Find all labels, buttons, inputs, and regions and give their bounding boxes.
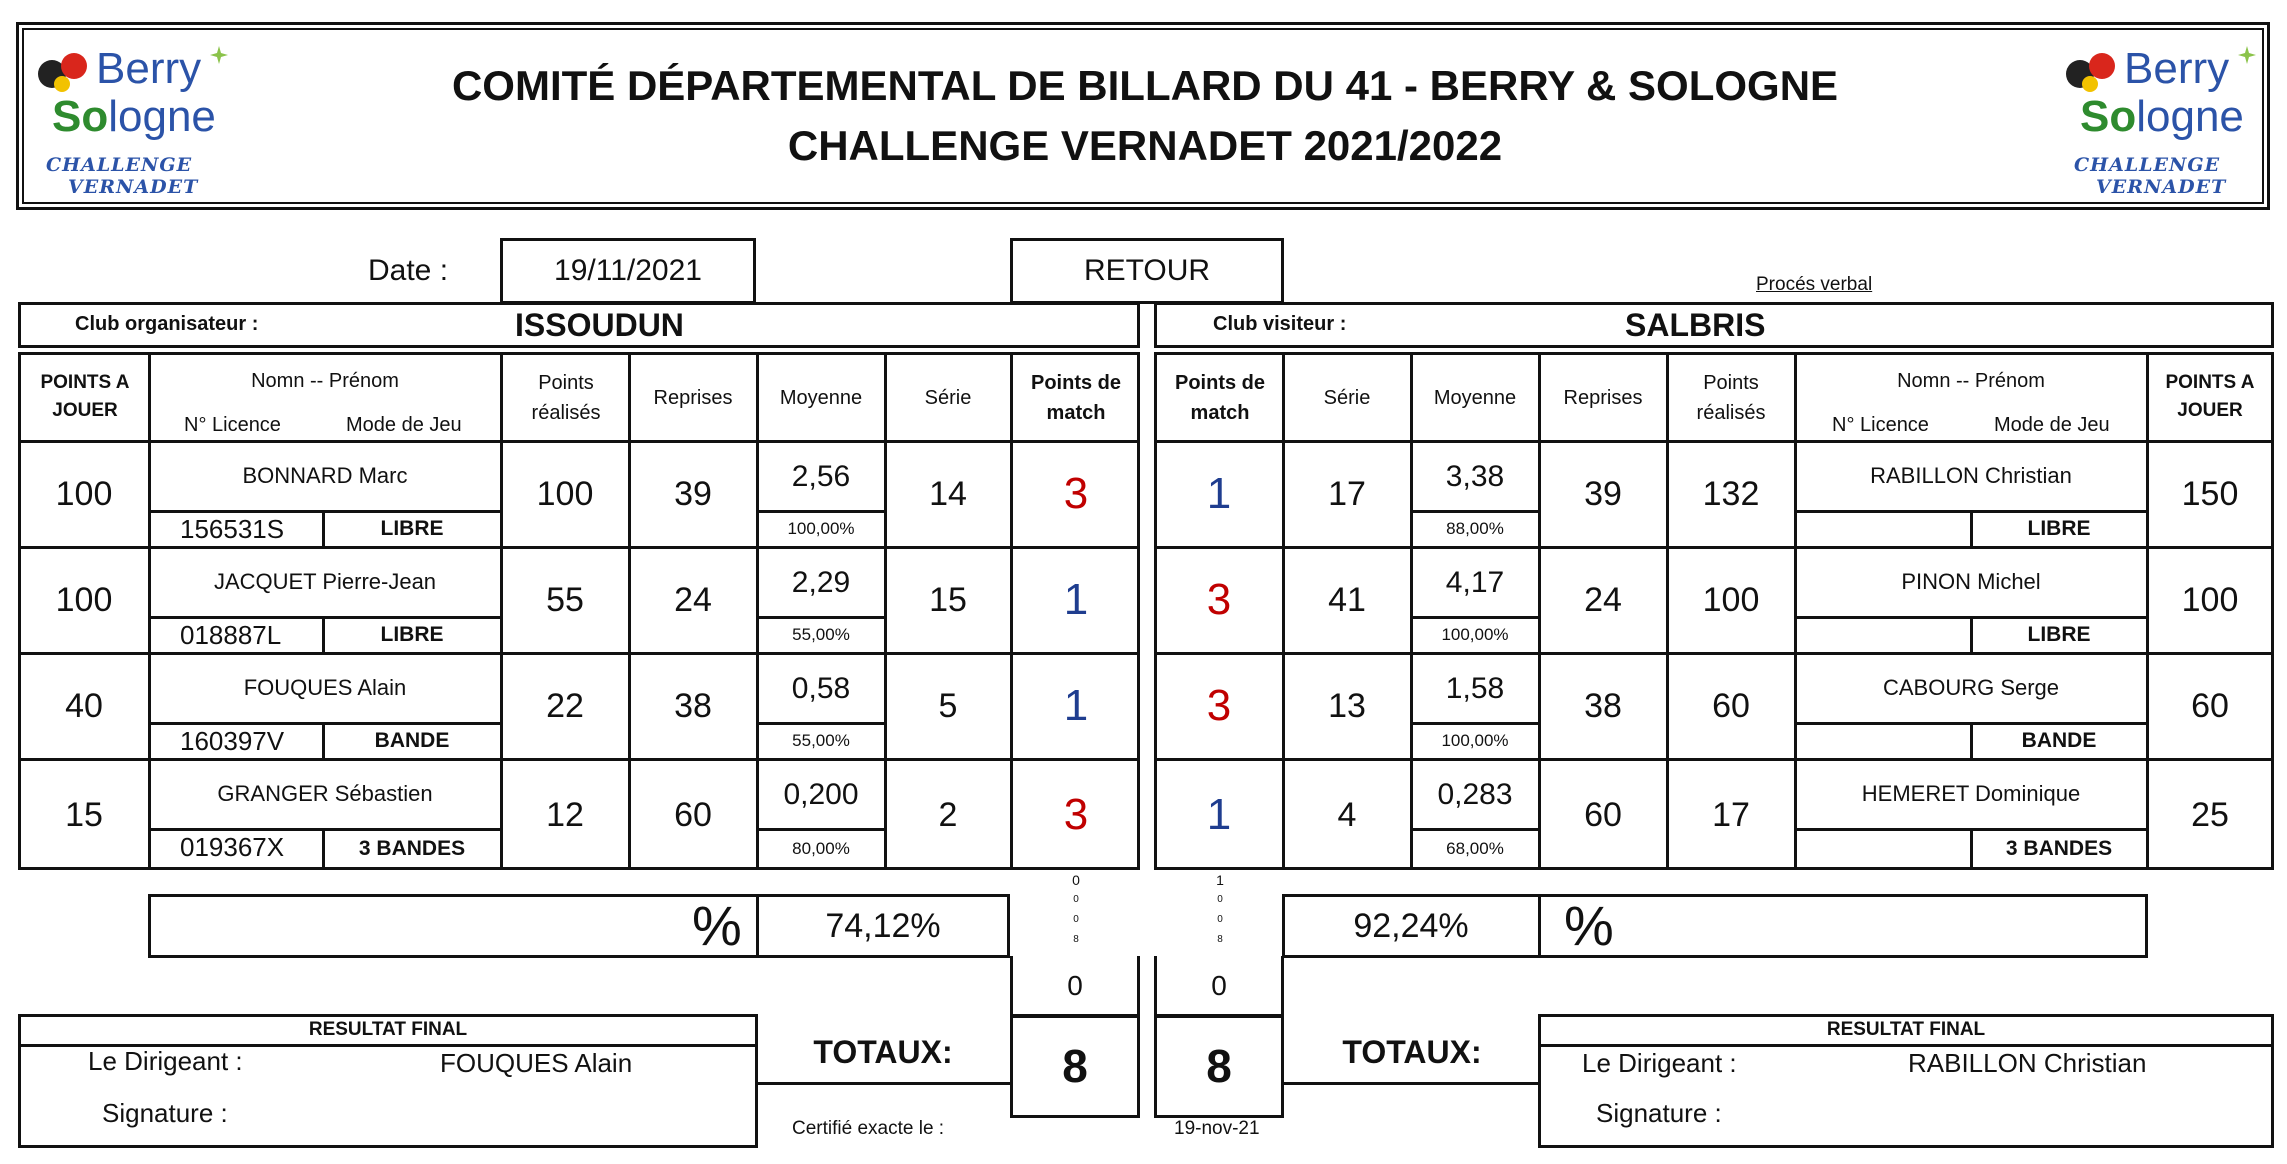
- pts-realises: 55: [546, 580, 584, 619]
- header-serie: Série: [1323, 386, 1371, 409]
- home-percent-symbol: %: [692, 894, 742, 957]
- home-totaux-label: TOTAUX:: [813, 1033, 953, 1070]
- player-licence: [1796, 512, 1970, 546]
- sparkle-icon: [210, 46, 228, 64]
- home-dirigeant-label: Le Dirigeant :: [88, 1046, 243, 1076]
- pts-a-jouer: 60: [2191, 686, 2229, 725]
- header-points-a-jouer: POINTS A JOUER: [2165, 372, 2255, 421]
- header-mode: Mode de Jeu: [346, 414, 462, 436]
- serie: 2: [938, 795, 958, 834]
- home-digits: 0 0 0 8: [1072, 872, 1080, 945]
- pts-a-jouer: 100: [2181, 580, 2239, 619]
- player-licence: [1796, 618, 1970, 652]
- serie: 14: [929, 474, 967, 513]
- header-licence: N° Licence: [1832, 414, 1929, 436]
- home-percent-total: 74,12%: [825, 906, 941, 945]
- points-match: 1: [1063, 681, 1089, 730]
- away-dirigeant-label: Le Dirigeant :: [1582, 1048, 1737, 1078]
- points-match: 3: [1063, 790, 1089, 839]
- points-match: 1: [1206, 469, 1232, 518]
- points-match: 1: [1063, 575, 1089, 624]
- header-nom: Nomn -- Prénom: [1897, 369, 2045, 392]
- logo-vernadet-text: VERNADET: [68, 176, 199, 198]
- pourcentage: 55,00%: [792, 625, 850, 644]
- reprises: 39: [1584, 474, 1622, 513]
- home-club-label: Club organisateur :: [75, 313, 259, 335]
- player-licence: 160397V: [180, 726, 285, 756]
- header-reprises: Reprises: [1563, 386, 1643, 409]
- logo-berry-text: Berry: [2124, 44, 2230, 93]
- pourcentage: 80,00%: [792, 839, 850, 858]
- moyenne: 1,58: [1445, 672, 1505, 705]
- certifie-label: Certifié exacte le :: [792, 1118, 945, 1139]
- pts-a-jouer: 40: [65, 686, 103, 725]
- away-signature-label: Signature :: [1596, 1098, 1722, 1128]
- header-serie: Série: [924, 386, 972, 409]
- moyenne: 0,200: [783, 778, 859, 811]
- title-line-2: CHALLENGE VERNADET 2021/2022: [787, 122, 1503, 169]
- pourcentage: 55,00%: [792, 731, 850, 750]
- reprises: 60: [1584, 795, 1622, 834]
- pts-a-jouer: 25: [2191, 795, 2229, 834]
- pts-realises: 17: [1712, 795, 1750, 834]
- player-name: HEMERET Dominique: [1861, 781, 2081, 806]
- serie: 41: [1328, 580, 1366, 619]
- player-mode: 3 BANDES: [358, 837, 466, 860]
- pts-a-jouer: 100: [55, 580, 113, 619]
- pts-realises: 100: [1702, 580, 1760, 619]
- serie: 15: [929, 580, 967, 619]
- away-club-bar: [1154, 302, 2274, 348]
- player-mode: LIBRE: [380, 623, 444, 646]
- reprises: 60: [674, 795, 712, 834]
- reprises: 24: [1584, 580, 1622, 619]
- serie: 13: [1328, 686, 1366, 725]
- header-licence: N° Licence: [184, 414, 281, 436]
- date-label: Date :: [368, 254, 449, 287]
- header-mode: Mode de Jeu: [1994, 414, 2110, 436]
- pourcentage: 88,00%: [1446, 519, 1504, 538]
- player-name: RABILLON Christian: [1870, 463, 2072, 488]
- date-field[interactable]: 19/11/2021: [500, 238, 756, 304]
- header-nom: Nomn -- Prénom: [251, 369, 399, 392]
- home-club-name: ISSOUDUN: [515, 307, 684, 343]
- player-mode: 3 BANDES: [2005, 837, 2113, 860]
- player-name: BONNARD Marc: [242, 463, 408, 488]
- home-resultat-label: RESULTAT FINAL: [308, 1019, 468, 1040]
- away-dirigeant-name: RABILLON Christian: [1908, 1048, 2147, 1078]
- serie: 5: [938, 686, 958, 725]
- moyenne: 2,29: [791, 566, 851, 599]
- pts-a-jouer: 150: [2181, 474, 2239, 513]
- logo-challenge-text: CHALLENGE: [46, 154, 193, 176]
- header-points-match: Points de match: [1030, 372, 1121, 424]
- player-licence: 156531S: [180, 514, 285, 544]
- pts-realises: 22: [546, 686, 584, 725]
- logo-left: [32, 40, 232, 200]
- pourcentage: 68,00%: [1446, 839, 1504, 858]
- phase-field[interactable]: RETOUR: [1010, 238, 1284, 304]
- certifie-date: 19-nov-21: [1174, 1118, 1260, 1139]
- logo-vernadet-text: VERNADET: [2096, 176, 2227, 198]
- player-name: CABOURG Serge: [1882, 675, 2060, 700]
- player-licence: 019367X: [180, 832, 285, 862]
- serie: 4: [1337, 795, 1357, 834]
- player-name: PINON Michel: [1901, 569, 2041, 594]
- header-moyenne: Moyenne: [779, 386, 863, 409]
- away-total-cell: 8: [1154, 1014, 1284, 1118]
- away-club-label: Club visiteur :: [1213, 313, 1347, 335]
- away-club-name: SALBRIS: [1625, 307, 1766, 343]
- pourcentage: 100,00%: [1441, 625, 1509, 644]
- pts-realises: 100: [536, 474, 594, 513]
- logo-challenge-text: CHALLENGE: [2074, 154, 2221, 176]
- header-points-realises: Points réalisés: [1696, 372, 1766, 424]
- proces-verbal-link[interactable]: Procés verbal: [1756, 274, 1873, 295]
- logo-sologne-text: Sologne: [52, 92, 216, 141]
- reprises: 24: [674, 580, 712, 619]
- moyenne: 3,38: [1445, 460, 1505, 493]
- pourcentage: 100,00%: [787, 519, 855, 538]
- moyenne: 0,283: [1437, 778, 1513, 811]
- player-licence: [1796, 830, 1970, 868]
- home-dirigeant-name: FOUQUES Alain: [440, 1048, 633, 1078]
- reprises: 38: [1584, 686, 1622, 725]
- player-mode: LIBRE: [2027, 623, 2091, 646]
- away-resultat-label: RESULTAT FINAL: [1826, 1019, 1986, 1040]
- player-mode: LIBRE: [380, 517, 444, 540]
- sparkle-icon: [2238, 46, 2256, 64]
- away-percent-total: 92,24%: [1353, 906, 1469, 945]
- moyenne: 0,58: [791, 672, 851, 705]
- title-line-1: COMITÉ DÉPARTEMENTAL DE BILLARD DU 41 - BERRY & SOLOGNE: [451, 62, 1839, 109]
- serie: 17: [1328, 474, 1366, 513]
- billiard-balls-icon: [32, 46, 92, 96]
- header-reprises: Reprises: [653, 386, 733, 409]
- away-digits: 1 0 0 8: [1216, 872, 1224, 945]
- reprises: 38: [674, 686, 712, 725]
- header-points-match: Points de match: [1174, 372, 1265, 424]
- header-frame-inner: [22, 28, 2264, 204]
- away-bonus-cell: 0: [1154, 956, 1284, 1018]
- header-points-realises: Points réalisés: [531, 372, 601, 424]
- pts-a-jouer: 100: [55, 474, 113, 513]
- player-mode: LIBRE: [2027, 517, 2091, 540]
- header-moyenne: Moyenne: [1433, 386, 1517, 409]
- points-match: 1: [1206, 790, 1232, 839]
- player-licence: [1796, 724, 1970, 758]
- home-signature-label: Signature :: [102, 1098, 228, 1128]
- logo-right: [2060, 40, 2260, 200]
- home-total-cell: 8: [1010, 1014, 1140, 1118]
- away-totaux-label: TOTAUX:: [1342, 1033, 1482, 1070]
- pts-realises: 12: [546, 795, 584, 834]
- player-licence: 018887L: [180, 620, 282, 650]
- player-name: JACQUET Pierre-Jean: [213, 569, 437, 594]
- logo-berry-text: Berry: [96, 44, 202, 93]
- points-match: 3: [1206, 681, 1232, 730]
- points-match: 3: [1063, 469, 1089, 518]
- player-name: GRANGER Sébastien: [217, 781, 433, 806]
- pts-realises: 132: [1702, 474, 1760, 513]
- pts-realises: 60: [1712, 686, 1750, 725]
- billiard-balls-icon: [2060, 46, 2120, 96]
- away-percent-symbol: %: [1564, 894, 1614, 957]
- pourcentage: 100,00%: [1441, 731, 1509, 750]
- points-match: 3: [1206, 575, 1232, 624]
- home-club-bar: [18, 302, 1140, 348]
- pts-a-jouer: 15: [65, 795, 103, 834]
- header-points-a-jouer: POINTS A JOUER: [40, 372, 130, 421]
- home-bonus-cell: 0: [1010, 956, 1140, 1018]
- reprises: 39: [674, 474, 712, 513]
- player-name: FOUQUES Alain: [243, 675, 407, 700]
- logo-sologne-text: Sologne: [2080, 92, 2244, 141]
- player-mode: BANDE: [2021, 729, 2097, 752]
- moyenne: 4,17: [1445, 566, 1505, 599]
- player-mode: BANDE: [374, 729, 450, 752]
- moyenne: 2,56: [791, 460, 851, 493]
